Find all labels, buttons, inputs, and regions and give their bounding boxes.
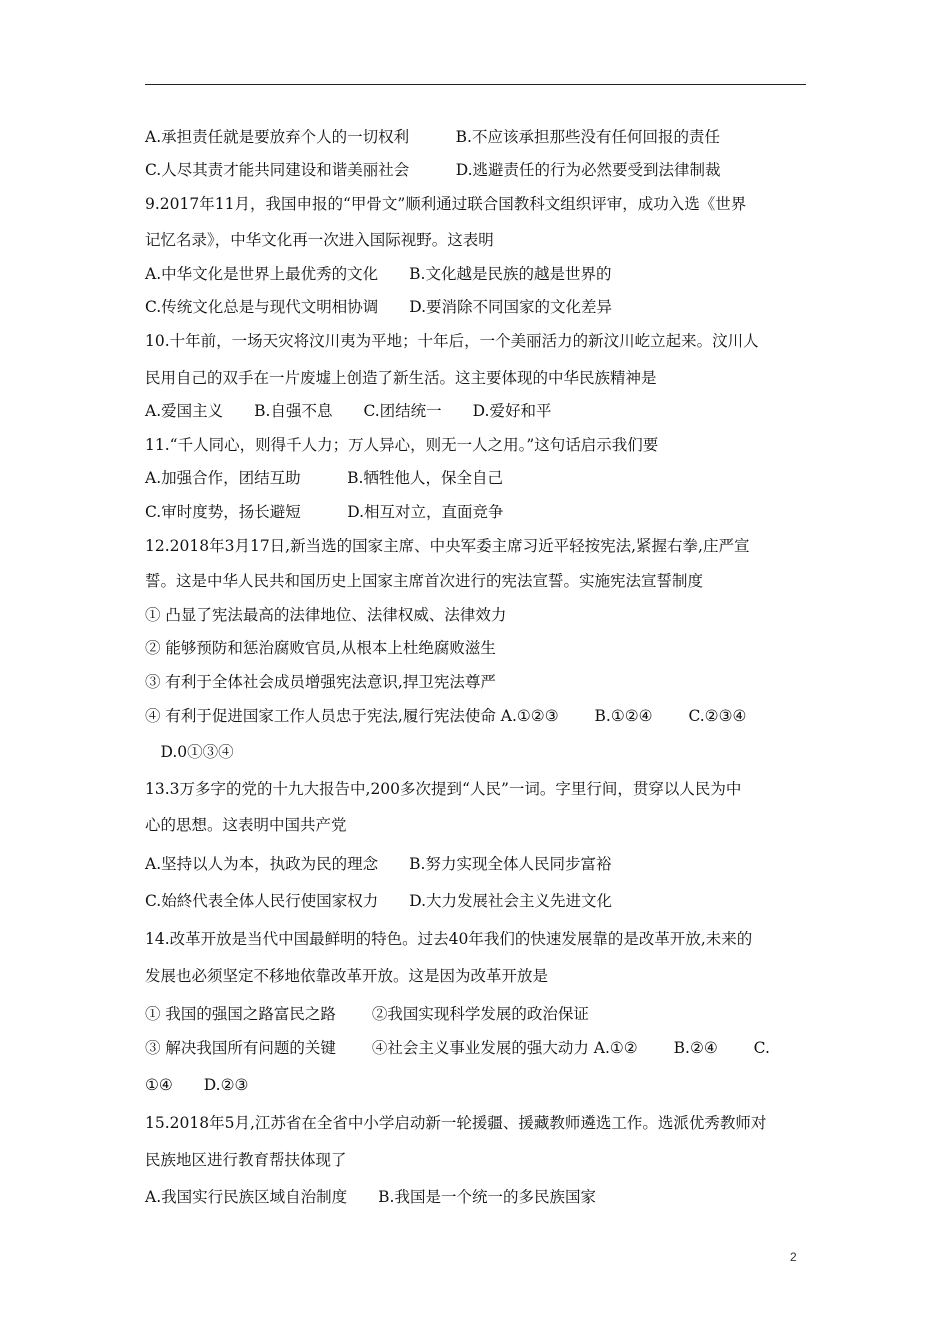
page-number: 2: [790, 1250, 797, 1264]
q10-stem-line2: 民用自己的双手在一片废墟上创造了新生活。这主要体现的中华民族精神是: [145, 369, 657, 387]
q14-statements-12: ① 我国的强国之路富民之路 ②我国实现科学发展的政治保证: [145, 1005, 589, 1023]
q13-options-ab: A.坚持以人为本，执政为民的理念 B.努力实现全体人民同步富裕: [145, 855, 612, 873]
q12-stem-line2: 誓。这是中华人民共和国历史上国家主席首次进行的宪法宣誓。实施宪法宣誓制度: [145, 572, 704, 590]
q10-stem-line1: 10.十年前，一场天灾将汶川夷为平地；十年后，一个美丽活力的新汶川屹立起来。汶川人: [145, 332, 759, 350]
q9-stem-line1: 9.2017年11月，我国申报的“甲骨文”顺利通过联合国教科文组织评审，成功入选《世界: [145, 195, 747, 213]
q9-options-ab: A.中华文化是世界上最优秀的文化 B.文化越是民族的越是世界的: [145, 265, 612, 283]
q13-options-cd: C.始終代表全体人民行使国家权力 D.大力发展社会主义先进文化: [145, 892, 613, 910]
q11-options-cd: C.审时度势，扬长避短 D.相互对立，直面竞争: [145, 503, 504, 521]
q13-stem-line2: 心的思想。这表明中国共产党: [145, 816, 347, 834]
q14-stem-line2: 发展也必须坚定不移地依靠改革开放。这是因为改革开放是: [145, 967, 549, 985]
q9-stem-line2: 记忆名录》，中华文化再一次进入国际视野。这表明: [145, 231, 494, 249]
q13-stem-line1: 13.3万多字的党的十九大报告中,200多次提到“人民”一词。字里行间，贯穿以人民为中: [145, 780, 742, 798]
q15-options-ab: A.我国实行民族区域自治制度 B.我国是一个统一的多民族国家: [145, 1188, 596, 1206]
q8-options-ab: A.承担责任就是要放弃个人的一切权利 B.不应该承担那些没有任何回报的责任: [145, 128, 720, 146]
q14-options-cd: ①④ D.②③: [145, 1076, 249, 1094]
q11-options-ab: A.加强合作，团结互助 B.牺牲他人，保全自己: [145, 469, 503, 487]
q15-stem-line1: 15.2018年5月,江苏省在全省中小学启动新一轮援疆、援藏教师遴选工作。选派优秀教师对: [145, 1114, 767, 1132]
q12-statement-2: ② 能够预防和惩治腐败官员,从根本上杜绝腐败滋生: [145, 639, 496, 657]
q12-stem-line1: 12.2018年3月17日,新当选的国家主席、中央军委主席习近平轻按宪法,紧握右拳,庄严宣: [145, 537, 750, 555]
q9-options-cd: C.传统文化总是与现代文明相协调 D.要消除不同国家的文化差异: [145, 298, 613, 316]
q14-stem-line1: 14.改革开放是当代中国最鲜明的特色。过去40年我们的快速发展靠的是改革开放,未来的: [145, 930, 753, 948]
q12-statement-4-options: ④ 有利于促进国家工作人员忠于宪法,履行宪法使命 A.①②③ B.①②④ C.②③④: [145, 707, 747, 725]
q12-statement-1: ① 凸显了宪法最高的法律地位、法律权威、法律效力: [145, 606, 507, 624]
q10-options: A.爱国主义 B.自强不息 C.团结统一 D.爱好和平: [145, 402, 552, 420]
q12-statement-3: ③ 有利于全体社会成员增强宪法意识,捍卫宪法尊严: [145, 673, 496, 691]
q8-options-cd: C.人尽其责才能共同建设和谐美丽社会 D.逃避责任的行为必然要受到法律制裁: [145, 161, 721, 179]
q12-option-d: D.0①③④: [145, 743, 234, 761]
q11-stem: 11.“千人同心，则得千人力；万人异心，则无一人之用。”这句话启示我们要: [145, 436, 659, 454]
q15-stem-line2: 民族地区进行教育帮扶体现了: [145, 1151, 347, 1169]
header-rule: [145, 84, 806, 85]
q14-statements-34-options: ③ 解决我国所有问题的关键 ④社会主义事业发展的强大动力 A.①② B.②④ C.: [145, 1039, 770, 1057]
